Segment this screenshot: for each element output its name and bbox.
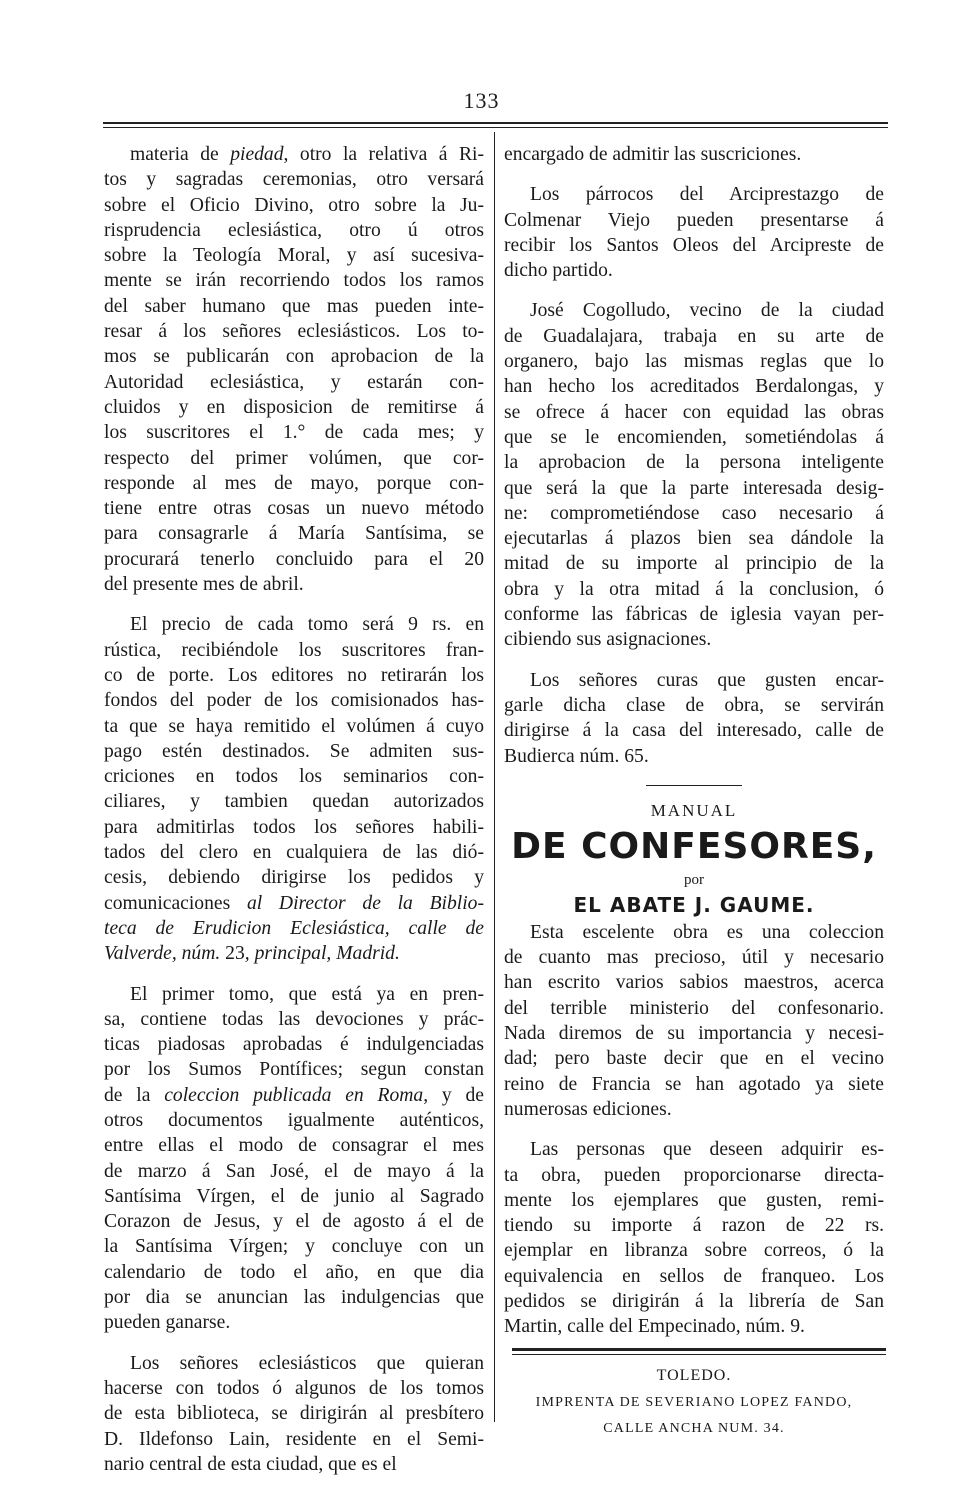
- text-run: , y de: [423, 1084, 484, 1106]
- italic-text: teca de Erudicion Eclesiástica, calle de: [104, 917, 484, 939]
- text-line: [504, 450, 884, 475]
- text-line: [104, 1427, 484, 1452]
- text-line: [504, 298, 884, 323]
- text-line: [104, 1310, 484, 1335]
- text-line: [504, 526, 884, 551]
- text-line: [104, 496, 484, 521]
- paragraph: [504, 1137, 884, 1339]
- text-line: [104, 865, 484, 890]
- text-run: El precio de cada tomo será 9 rs. en: [130, 614, 484, 636]
- text-line: [504, 551, 884, 576]
- text-run: dirigirse á la casa del interesado, calle de: [504, 720, 884, 742]
- text-line: [504, 970, 884, 995]
- text-run: reino de Francia se han agotado ya siete: [504, 1073, 884, 1095]
- text-run: los suscritores el 1.° de cada mes; y: [104, 422, 484, 444]
- text-run: pueden ganarse.: [104, 1312, 231, 1334]
- text-line: [504, 1046, 884, 1071]
- text-line: [104, 663, 484, 688]
- text-run: del terrible ministerio del confesonario.: [504, 997, 884, 1019]
- page-number: 133: [463, 88, 500, 113]
- text-line: [504, 627, 884, 652]
- paragraph: [104, 612, 484, 966]
- text-line: [104, 395, 484, 420]
- text-run: tiene entre otras cosas un nuevo método: [104, 498, 484, 520]
- right-column-notices: [504, 142, 884, 769]
- text-run: del saber humano que mas pueden inte-: [104, 295, 484, 317]
- text-run: Los párrocos del Arciprestazgo de: [530, 184, 884, 206]
- text-run: comunicaciones: [104, 892, 247, 914]
- text-run: ejecutarlas á plazos bien sea dándole la: [504, 528, 884, 550]
- ad-title: DE CONFESORES,: [511, 825, 877, 867]
- text-line: [104, 739, 484, 764]
- text-run: criciones en todos los seminarios con-: [104, 766, 484, 788]
- paragraph: [504, 182, 884, 283]
- text-run: D. Ildefonso Lain, residente en el Semi-: [104, 1428, 484, 1450]
- text-run: de Guadalajara, trabaja en su arte de: [504, 325, 884, 347]
- text-run: Esta escelente obra es una coleccion: [530, 921, 884, 943]
- paragraph: [504, 142, 884, 167]
- text-line: [104, 714, 484, 739]
- paragraph-gap: [104, 597, 484, 612]
- text-line: [104, 1007, 484, 1032]
- text-run: nario central de esta ciudad, que es el: [104, 1453, 397, 1475]
- text-line: [104, 815, 484, 840]
- text-line: [104, 1285, 484, 1310]
- text-run: la aprobacion de la persona inteligente: [504, 452, 884, 474]
- text-line: [504, 1021, 884, 1046]
- italic-text: coleccion publicada en Roma: [164, 1084, 424, 1106]
- text-run: Colmenar Viejo pueden presentarse á: [504, 209, 884, 231]
- text-line: [504, 1097, 884, 1122]
- text-line: [504, 425, 884, 450]
- advertisement: [504, 798, 884, 1340]
- text-run: materia de: [130, 144, 231, 165]
- text-line: [104, 764, 484, 789]
- text-line: [104, 1351, 484, 1376]
- text-run: obra y la otra mitad á la conclusion, ó: [504, 578, 884, 600]
- text-run: mente los ejemplares que gusten, remi-: [504, 1189, 884, 1211]
- text-line: [104, 294, 484, 319]
- text-line: [104, 572, 484, 597]
- text-line: [504, 693, 884, 718]
- ad-author: EL ABATE J. GAUME.: [573, 892, 815, 917]
- text-line: [504, 1072, 884, 1097]
- imprint-address: CALLE ANCHA NUM. 34.: [603, 1421, 785, 1436]
- text-run: cluidos y en disposicion de remitirse á: [104, 396, 484, 418]
- text-line: [104, 982, 484, 1007]
- text-run: dicho partido.: [504, 260, 613, 282]
- text-line: [104, 789, 484, 814]
- text-run: han escrito varios sabios maestros, acerca: [504, 972, 884, 994]
- text-run: Corazon de Jesus, y el de agosto á el de: [104, 1211, 484, 1233]
- text-run: ciliares, y tambien quedan autorizados: [104, 791, 484, 813]
- text-line: [104, 612, 484, 637]
- text-run: responde al mes de mayo, porque con-: [104, 472, 484, 494]
- text-run: para admitirlas todos los señores habili-: [104, 816, 484, 838]
- text-run: respecto del primer volúmen, que cor-: [104, 447, 484, 469]
- text-run: resar á los señores eclesiásticos. Los to-: [104, 321, 484, 343]
- text-run: 23: [225, 943, 245, 965]
- text-line: [504, 182, 884, 207]
- text-run: tiendo su importe á razon de 22 rs.: [504, 1215, 884, 1237]
- text-run: Los señores eclesiásticos que quieran: [130, 1352, 484, 1374]
- text-run: de cuanto mas precioso, útil y necesario: [504, 947, 884, 969]
- text-run: cesis, debiendo dirigirse los pedidos y: [104, 867, 484, 889]
- text-run: Los señores curas que gusten encar-: [530, 669, 884, 691]
- text-line: [104, 344, 484, 369]
- text-line: [104, 1234, 484, 1259]
- header-rule: [103, 122, 888, 124]
- text-run: de esta biblioteca, se dirigirán al presbítero: [104, 1403, 484, 1425]
- section-separator: [646, 785, 742, 786]
- paragraph: [104, 982, 484, 1336]
- left-column: [104, 142, 484, 1477]
- italic-text: al Director de la Biblio-: [246, 892, 484, 914]
- text-run: El primer tomo, que está ya en pren-: [130, 983, 484, 1005]
- text-run: del presente mes de abril.: [104, 574, 304, 596]
- text-line: [104, 840, 484, 865]
- text-line: [504, 258, 884, 283]
- text-line: [104, 1452, 484, 1477]
- text-line: [104, 521, 484, 546]
- text-line: [504, 602, 884, 627]
- text-run: pago estén destinados. Se admiten sus-: [104, 740, 484, 762]
- text-line: [104, 1376, 484, 1401]
- text-line: [104, 1260, 484, 1285]
- text-run: Budierca núm. 65.: [504, 745, 649, 767]
- text-run: rústica, recibiéndole los suscritores fran-: [104, 639, 484, 661]
- text-run: conforme las fábricas de iglesia vayan per-: [504, 604, 884, 626]
- text-line: [104, 471, 484, 496]
- text-line: [504, 1264, 884, 1289]
- text-line: [104, 243, 484, 268]
- text-run: mos se publicarán con aprobacion de la: [104, 346, 484, 368]
- text-run: para consagrarle á María Santísima, se: [104, 523, 484, 545]
- text-line: [504, 233, 884, 258]
- imprint-rule-thin: [512, 1354, 886, 1355]
- text-line: [104, 142, 484, 167]
- text-run: , otro la relativa á Ri-: [283, 144, 484, 165]
- text-line: [104, 167, 484, 192]
- text-run: procurará tenerlo concluido para el 20: [104, 548, 484, 570]
- text-run: organero, bajo las mismas reglas que lo: [504, 351, 884, 373]
- text-run: ta que se haya remitido el volúmen á cuyo: [104, 715, 484, 737]
- text-line: [104, 1083, 484, 1108]
- text-line: [504, 501, 884, 526]
- text-run: numerosas ediciones.: [504, 1098, 672, 1120]
- text-run: encargado de admitir las suscriciones.: [504, 144, 802, 165]
- text-line: [504, 324, 884, 349]
- text-line: [504, 1289, 884, 1314]
- text-run: sa, contiene todas las devociones y prác-: [104, 1008, 484, 1030]
- text-run: ta obra, pueden proporcionarse directa-: [504, 1164, 884, 1186]
- text-line: [104, 1133, 484, 1158]
- header-rule-thin: [103, 127, 888, 128]
- text-line: [104, 1108, 484, 1133]
- paragraph: [104, 142, 484, 597]
- text-line: [504, 577, 884, 602]
- ad-body: [504, 920, 884, 1340]
- text-line: [104, 688, 484, 713]
- text-line: [504, 476, 884, 501]
- text-line: [104, 370, 484, 395]
- text-line: [504, 668, 884, 693]
- text-run: equivalencia en sellos de franqueo. Los: [504, 1265, 884, 1287]
- text-run: fondos del poder de los comisionados has-: [104, 690, 484, 712]
- text-run: pedidos se dirigirán á la librería de San: [504, 1290, 884, 1312]
- text-line: [504, 374, 884, 399]
- text-run: sobre el Oficio Divino, otro sobre la Ju-: [104, 194, 484, 216]
- text-run: calendario de todo el año, en que dia: [104, 1261, 484, 1283]
- text-line: [504, 996, 884, 1021]
- column-divider: [494, 132, 495, 1422]
- text-line: [104, 1057, 484, 1082]
- text-line: [104, 420, 484, 445]
- text-line: [504, 718, 884, 743]
- text-line: [104, 941, 484, 966]
- text-run: recibir los Santos Oleos del Arcipreste de: [504, 234, 884, 256]
- text-run: que se le encomienden, sometiéndolas á: [504, 426, 884, 448]
- text-line: [104, 218, 484, 243]
- text-run: la Santísima Vírgen; y concluye con un: [104, 1236, 484, 1258]
- text-run: Autoridad eclesiástica, y estarán con-: [104, 371, 484, 393]
- paragraph: [504, 920, 884, 1122]
- text-line: [104, 1184, 484, 1209]
- text-run: se ofrece á hacer con equidad las obras: [504, 401, 884, 423]
- text-line: [104, 916, 484, 941]
- text-run: dad; pero baste decir que en el vecino: [504, 1048, 884, 1070]
- text-run: de la: [104, 1084, 165, 1106]
- text-line: [104, 891, 484, 916]
- paragraph: [104, 1351, 484, 1477]
- text-run: garle dicha clase de obra, se servirán: [504, 694, 884, 716]
- text-run: José Cogolludo, vecino de la ciudad: [530, 300, 884, 322]
- text-run: Las personas que deseen adquirir es-: [530, 1139, 884, 1161]
- ad-kicker: MANUAL: [650, 800, 738, 820]
- text-run: ticas piadosas aprobadas é indulgenciadas: [104, 1034, 484, 1056]
- text-line: [504, 142, 884, 167]
- paragraph-gap: [504, 167, 884, 182]
- text-run: cibiendo sus asignaciones.: [504, 629, 712, 651]
- imprint: [504, 1362, 884, 1442]
- text-run: ejemplar en libranza sobre correos, ó la: [504, 1240, 884, 1262]
- text-line: [504, 1238, 884, 1263]
- text-line: [104, 446, 484, 471]
- text-run: hacerse con todos ó algunos de los tomos: [104, 1377, 484, 1399]
- imprint-city: TOLEDO.: [656, 1367, 732, 1384]
- text-run: Martin, calle del Empecinado, núm. 9.: [504, 1316, 805, 1338]
- paragraph: [504, 298, 884, 652]
- paragraph-gap: [504, 1122, 884, 1137]
- text-line: [104, 1159, 484, 1184]
- text-line: [104, 547, 484, 572]
- italic-text: , principal, Madrid.: [244, 943, 400, 965]
- text-run: risprudencia eclesiástica, otro ú otros: [104, 219, 484, 241]
- text-run: mente se irán recorriendo todos los ramos: [104, 270, 484, 292]
- text-run: tos y sagradas ceremonias, otro versará: [104, 169, 484, 191]
- text-run: mitad de su importe al principio de la: [504, 553, 884, 575]
- paragraph-gap: [504, 283, 884, 298]
- text-run: de marzo á San José, el de mayo á la: [104, 1160, 484, 1182]
- text-line: [504, 1188, 884, 1213]
- imprint-rule: [512, 1348, 886, 1351]
- text-run: por los Sumos Pontífices; segun constan: [104, 1059, 484, 1081]
- italic-text: piedad: [230, 144, 284, 165]
- text-run: que será la que la parte interesada desig-: [504, 477, 884, 499]
- text-run: entre ellas el modo de consagrar el mes: [104, 1135, 484, 1157]
- paragraph-gap: [104, 967, 484, 982]
- text-line: [104, 638, 484, 663]
- text-line: [504, 1213, 884, 1238]
- text-line: [504, 349, 884, 374]
- text-line: [504, 920, 884, 945]
- text-line: [104, 1209, 484, 1234]
- text-line: [104, 319, 484, 344]
- text-run: han hecho los acreditados Berdalongas, y: [504, 376, 884, 398]
- text-line: [104, 1032, 484, 1057]
- text-run: Nada diremos de su importancia y necesi-: [504, 1023, 884, 1045]
- text-run: sobre la Teología Moral, y así sucesiva-: [104, 245, 484, 267]
- text-line: [504, 1163, 884, 1188]
- text-run: otros documentos igualmente auténticos,: [104, 1109, 484, 1131]
- text-run: co de porte. Los editores no retirarán los: [104, 664, 484, 686]
- text-line: [504, 400, 884, 425]
- text-line: [504, 1314, 884, 1339]
- text-line: [504, 208, 884, 233]
- imprint-printer: IMPRENTA DE SEVERIANO LOPEZ FANDO,: [535, 1395, 853, 1410]
- paragraph-gap: [104, 1336, 484, 1351]
- paragraph-gap: [504, 653, 884, 668]
- ad-by: por: [684, 871, 704, 888]
- text-line: [104, 1401, 484, 1426]
- text-line: [504, 1137, 884, 1162]
- text-line: [104, 268, 484, 293]
- italic-text: Valverde, núm.: [104, 943, 226, 965]
- text-run: Santísima Vírgen, el de junio al Sagrado: [104, 1185, 484, 1207]
- paragraph: [504, 668, 884, 769]
- text-line: [504, 744, 884, 769]
- text-run: ne: comprometiéndose caso necesario á: [504, 502, 884, 524]
- text-run: por dia se anuncian las indulgencias que: [104, 1287, 484, 1309]
- text-line: [104, 193, 484, 218]
- right-column: [504, 142, 884, 1340]
- text-line: [504, 945, 884, 970]
- text-run: tados del clero en cualquiera de las dió-: [104, 842, 484, 864]
